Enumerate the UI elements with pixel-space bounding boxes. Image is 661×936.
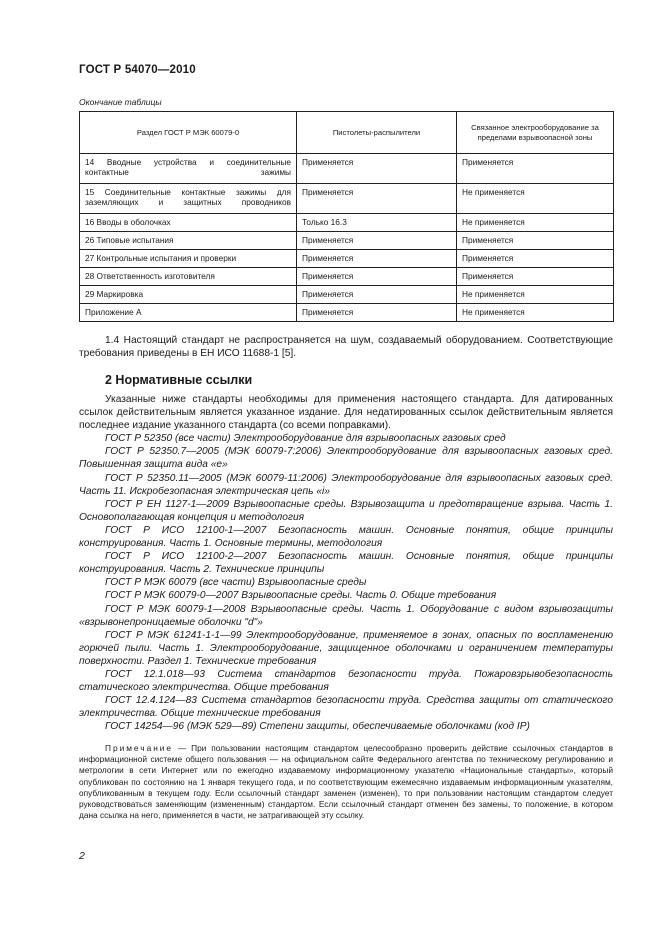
table-row bbox=[80, 250, 614, 268]
document-header: ГОСТ Р 54070—2010 bbox=[79, 64, 196, 76]
reference-item: ГОСТ Р 52350.7—2005 (МЭК 60079-7:2006) Электрооборудование для взрывоопасных газовых сред. Повышенная защита вида «е» bbox=[79, 446, 613, 471]
table-cell: Применяется bbox=[457, 250, 614, 268]
table-cell: 28 Ответственность изготовителя bbox=[80, 268, 297, 286]
page-number: 2 bbox=[79, 850, 85, 862]
table-cell: 16 Вводы в оболочках bbox=[80, 214, 297, 232]
table-cell: Применяется bbox=[457, 232, 614, 250]
table-cell: Не применяется bbox=[457, 304, 614, 322]
table-cell: Применяется bbox=[297, 250, 457, 268]
table-cell: Не применяется bbox=[457, 184, 614, 214]
note-label: Примечание bbox=[105, 743, 174, 753]
reference-item: ГОСТ Р МЭК 60079 (все части) Взрывоопасные среды bbox=[105, 577, 367, 589]
reference-item: ГОСТ Р 52350.11—2005 (МЭК 60079-11:2006) Электрооборудование для взрывоопасных газовых сред. Часть 11. Искробезопасная электрическая цепь «i» bbox=[79, 472, 613, 497]
table-cell: Применяется bbox=[297, 154, 457, 184]
clause-1-4 bbox=[79, 334, 613, 360]
column-header: Пистолеты-распылители bbox=[297, 112, 457, 154]
note-block bbox=[79, 743, 613, 821]
column-header: Раздел ГОСТ Р МЭК 60079-0 bbox=[80, 112, 297, 154]
column-header: Связанное электрооборудование за пределами взрывоопасной зоны bbox=[457, 112, 614, 154]
reference-item: ГОСТ Р МЭК 60079-1—2008 Взрывоопасные среды. Часть 1. Оборудование с видом взрывозащиты «взрывонепроницаемые оболочки "d"» bbox=[79, 603, 613, 628]
paragraph: 1.4 Настоящий стандарт не распространяется на шум, создаваемый оборудованием. Соответствующие требования приведены в ЕН ИСО 11688-1 [5]. bbox=[79, 335, 613, 360]
table-cell: Применяется bbox=[297, 184, 457, 214]
table-row bbox=[80, 268, 614, 286]
reference-item: ГОСТ 12.1.018—93 Система стандартов безопасности труда. Пожаровзрывобезопасность статического электричества. Общие требования bbox=[79, 668, 613, 694]
reference-item: ГОСТ Р ИСО 12100-1—2007 Безопасность машин. Основные понятия, общие принципы конструирования. Часть 1. Основные термины, методология bbox=[79, 524, 613, 550]
requirements-table bbox=[79, 111, 614, 322]
table-cell: Применяется bbox=[297, 286, 457, 304]
table-cell: Применяется bbox=[457, 154, 614, 184]
note-text: — При пользовании настоящим стандартом целесообразно проверить действие ссылочных стандартов в информационной системе общего пользования — на официальном сайте Федерального агентства по техническому регулированию и метрологии в сети Интернет или по ежегодно издаваемому информационному указателю «Национальные стандарты», который опубликован по состоянию на 1 января текущего года, и по соответствующим ежемесячно издаваемым информационным указателям, опубликованным в текущем году. Если ссылочный стандарт заменен (изменен), то при пользовании настоящим стандартом следует руководствоваться заменяющим (измененным) стандартом. Если ссылочный стандарт отменен без замены, то положение, в котором дана ссылка на него, применяется в части, не затрагивающей эту ссылку. bbox=[79, 743, 613, 821]
table-cell: 27 Контрольные испытания и проверки bbox=[80, 250, 297, 268]
reference-item: ГОСТ Р МЭК 60079-0—2007 Взрывоопасные среды. Часть 0. Общие требования bbox=[105, 590, 497, 602]
table-cell: 15 Соединительные контактные зажимы для заземляющих и защитных проводников bbox=[80, 184, 297, 214]
paragraph: Указанные ниже стандарты необходимы для применения настоящего стандарта. Для датированных ссылок действительным является указанное издание. Для недатированных ссылок действительным является последнее издание указанного стандарта (со всеми поправками). bbox=[79, 394, 613, 432]
table-cell: 29 Маркировка bbox=[80, 286, 297, 304]
table-header-row bbox=[80, 112, 614, 154]
table-cell: 14 Вводные устройства и соединительные контактные зажимы bbox=[80, 154, 297, 184]
reference-item: ГОСТ Р МЭК 61241-1-1—99 Электрооборудование, применяемое в зонах, опасных по воспламенению горючей пыли. Часть 1. Электрооборудование, защищенное оболочками и ограничением температуры поверхности. Раздел 1. Технические требования bbox=[79, 629, 613, 667]
table-cell: 26 Типовые испытания bbox=[80, 232, 297, 250]
table-row bbox=[80, 214, 614, 232]
table-cell: Применяется bbox=[457, 268, 614, 286]
note-paragraph bbox=[79, 743, 613, 821]
table-row bbox=[80, 154, 614, 184]
section-heading: 2 Нормативные ссылки bbox=[105, 373, 253, 387]
reference-item: ГОСТ Р ИСО 12100-2—2007 Безопасность машин. Основные понятия, общие принципы конструирования. Часть 2. Технические принципы bbox=[79, 551, 613, 576]
table-cell: Только 16.3 bbox=[297, 214, 457, 232]
table-cell: Применяется bbox=[297, 304, 457, 322]
reference-item: ГОСТ Р ЕН 1127-1—2009 Взрывоопасные среды. Взрывозащита и предотвращение взрыва. Часть 1. Основополагающая концепция и методология bbox=[79, 498, 613, 523]
table-cell: Не применяется bbox=[457, 286, 614, 304]
table-row bbox=[80, 286, 614, 304]
table-cell: Не применяется bbox=[457, 214, 614, 232]
table-cell: Приложение А bbox=[80, 304, 297, 322]
table-cell: Применяется bbox=[297, 268, 457, 286]
reference-item: ГОСТ 12.4.124—83 Система стандартов безопасности труда. Средства защиты от статического электричества. Общие технические требования bbox=[79, 695, 613, 720]
table-row bbox=[80, 304, 614, 322]
table-row bbox=[80, 232, 614, 250]
reference-item: ГОСТ Р 52350 (все части) Электрооборудование для взрывоопасных газовых сред bbox=[105, 433, 506, 445]
normative-references bbox=[79, 393, 613, 733]
table-cell: Применяется bbox=[297, 232, 457, 250]
table-row bbox=[80, 184, 614, 214]
table-caption: Окончание таблицы bbox=[79, 97, 162, 107]
reference-item: ГОСТ 14254—96 (МЭК 529—89) Степени защиты, обеспечиваемые оболочками (код IP) bbox=[105, 721, 530, 733]
